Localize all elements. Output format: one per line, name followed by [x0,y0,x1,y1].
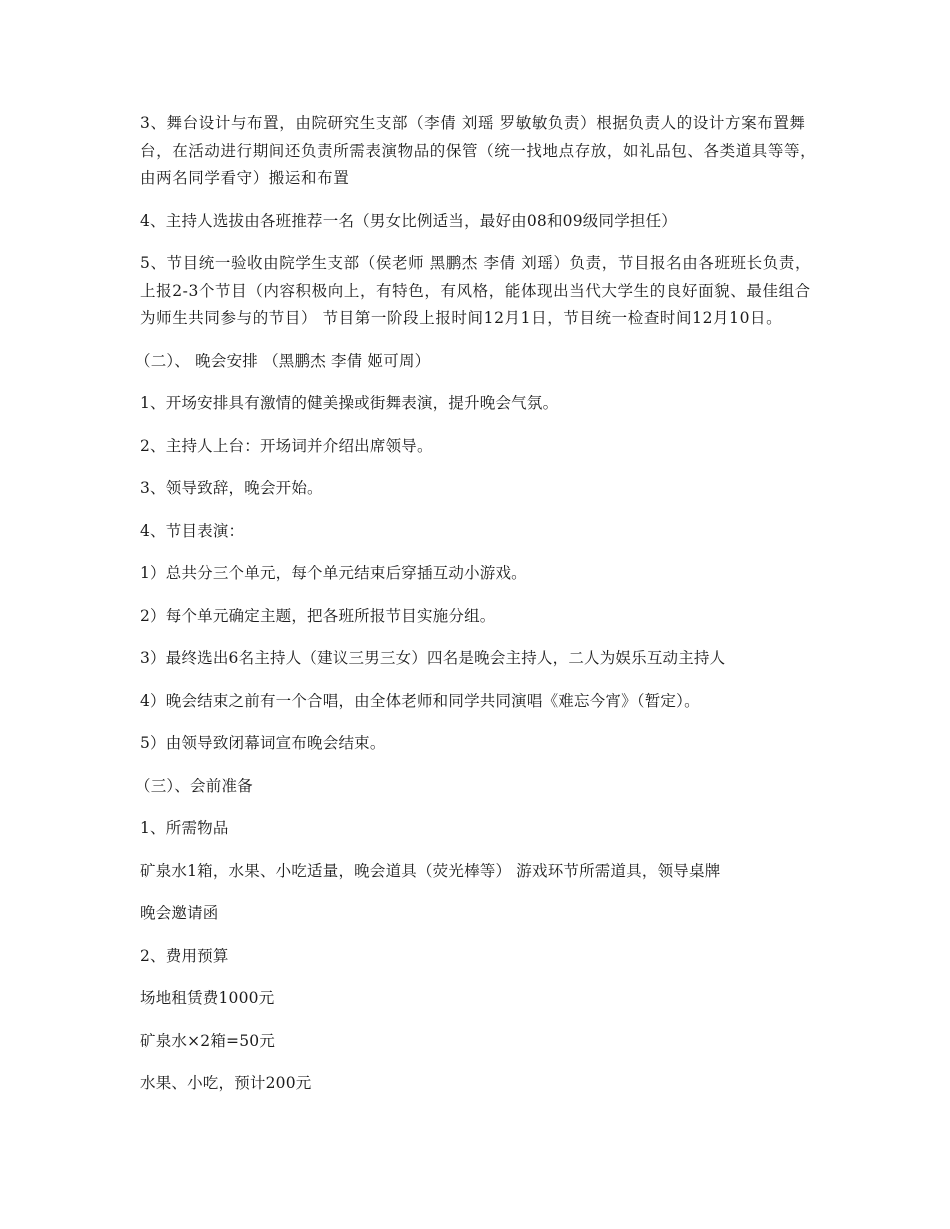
sub-item-chorus: 4）晚会结束之前有一个合唱，由全体老师和同学共同演唱《难忘今宵》（暂定）。 [140,691,700,710]
sub-item-themes: 2）每个单元确定主题，把各班所报节目实施分组。 [140,606,496,625]
list-item-host-onstage: 2、主持人上台：开场词并介绍出席领导。 [140,436,433,455]
section-heading-evening-arrangement: （二）、 晚会安排 （黑鹏杰 李倩 姬可周） [135,351,431,370]
list-item-opening: 1、开场安排具有激情的健美操或街舞表演，提升晚会气氛。 [140,394,559,412]
list-item-leader-speech: 3、领导致辞，晚会开始。 [140,479,323,497]
paragraph-program-review: 5、节目统一验收由院学生支部（侯老师 黑鹏杰 李倩 刘瑶）负责，节目报名由各班班长负责，上报2-3个节目（内容积极向上，有特色，有风格，能体现出当代大学生的良好面貌、最佳组合为师生共同参与的节目） 节目第一阶段上报时间12月1日，节目统一检查时间12月10日。 [140,254,812,327]
budget-snacks: 水果、小吃，预计200元 [140,1074,312,1092]
document-body [135,110,820,1113]
budget-water: 矿泉水×2箱=50元 [140,1031,276,1050]
materials-detail: 矿泉水1箱，水果、小吃适量，晚会道具（荧光棒等） 游戏环节所需道具，领导桌牌 [140,861,721,880]
paragraph-stage-design: 3、舞台设计与布置，由院研究生支部（李倩 刘瑶 罗敏敏负责）根据负责人的设计方案布置舞台，在活动进行期间还负责所需表演物品的保管（统一找地点存放，如礼品包、各类道具等等，由两名同学看守）搬运和布置 [140,114,817,187]
materials-invitation: 晚会邀请函 [140,904,219,922]
paragraph-host-selection: 4、主持人选拔由各班推荐一名（男女比例适当，最好由08和09级同学担任） [140,211,678,230]
sub-item-closing: 5）由领导致闭幕词宣布晚会结束。 [140,734,386,752]
list-item-materials: 1、所需物品 [140,819,229,837]
budget-venue: 场地租赁费1000元 [140,989,275,1007]
list-item-performance: 4、节目表演： [140,521,245,540]
list-item-budget: 2、费用预算 [140,946,229,965]
section-heading-preparation: （三）、会前准备 [135,776,253,795]
sub-item-units: 1）总共分三个单元，每个单元结束后穿插互动小游戏。 [140,564,527,582]
sub-item-hosts: 3）最终选出6名主持人（建议三男三女）四名是晚会主持人，二人为娱乐互动主持人 [140,649,726,667]
